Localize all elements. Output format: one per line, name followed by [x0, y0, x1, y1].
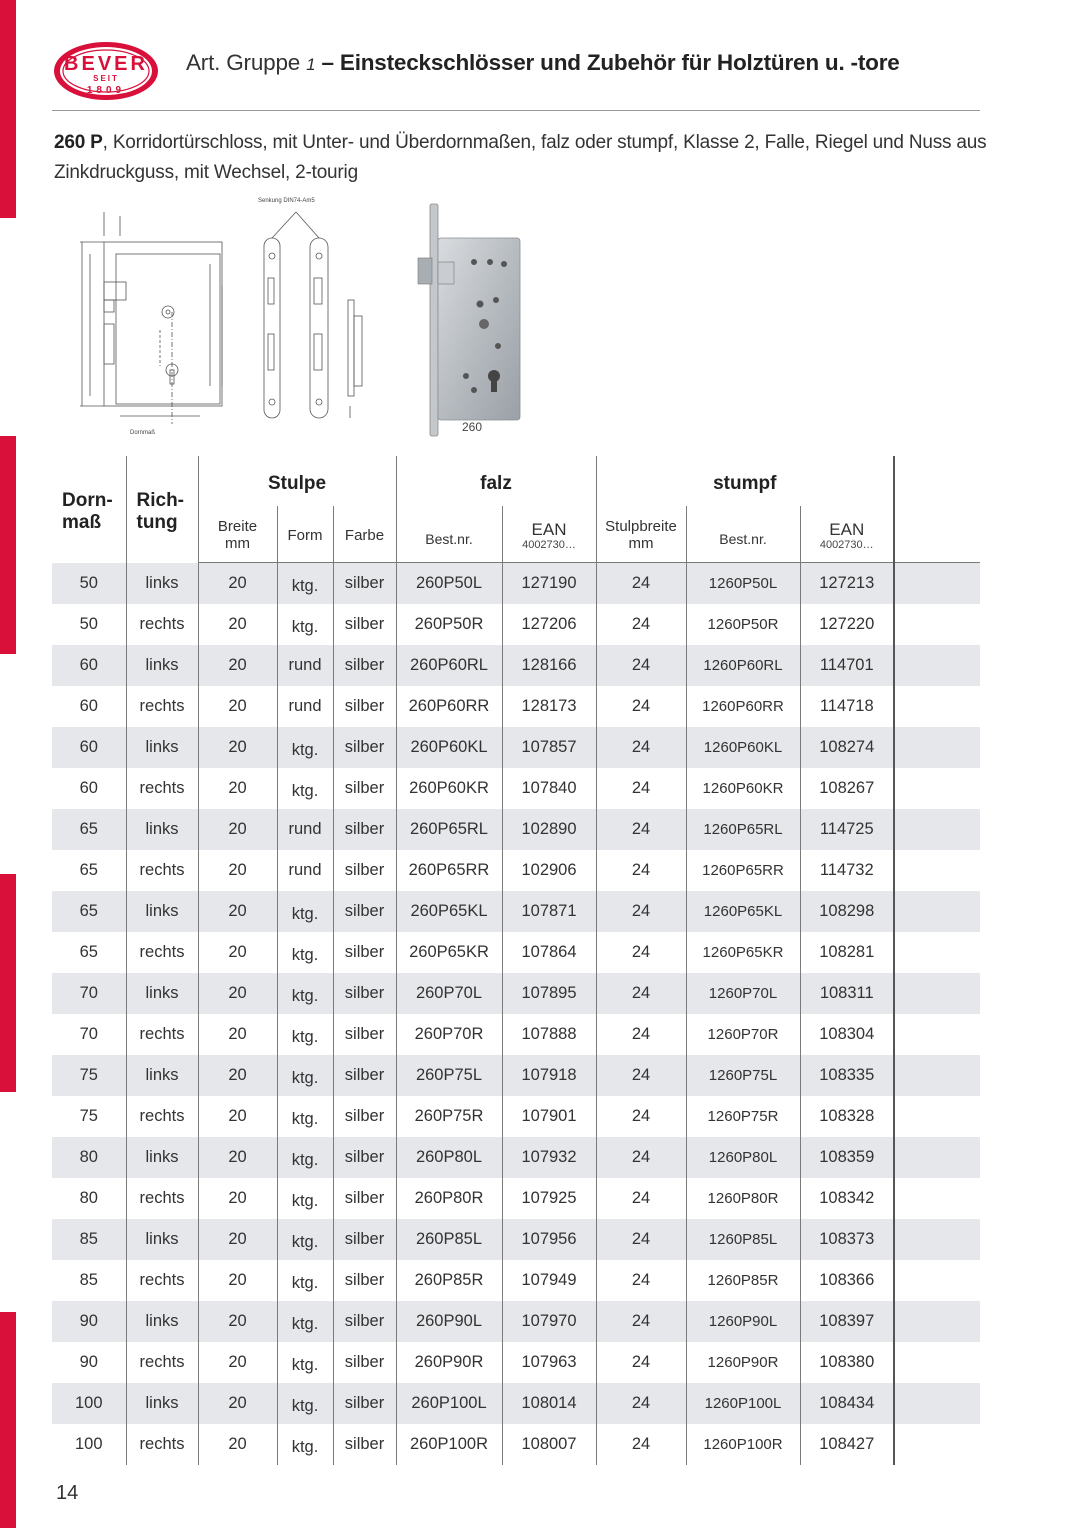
cell-stumpf-bestnr: 1260P80L	[686, 1137, 800, 1178]
table-row	[52, 563, 980, 605]
cell-dornmass: 90	[52, 1301, 126, 1342]
cell-falz-bestnr: 260P80L	[396, 1137, 502, 1178]
cell-form: ktg.	[277, 1096, 333, 1137]
cell-dornmass: 60	[52, 645, 126, 686]
cell-farbe: silber	[333, 1219, 396, 1260]
cell-dornmass: 75	[52, 1096, 126, 1137]
cell-form: ktg.	[277, 768, 333, 809]
col-header-richtung: Rich- tung	[126, 456, 198, 563]
table-row	[52, 604, 980, 645]
cell-stulpbreite: 24	[596, 645, 686, 686]
cell-farbe: silber	[333, 1055, 396, 1096]
cell-breite: 20	[198, 1219, 277, 1260]
cell-form: ktg.	[277, 1137, 333, 1178]
cell-farbe: silber	[333, 563, 396, 605]
cell-richtung: rechts	[126, 1424, 198, 1465]
cell-stumpf-bestnr: 1260P50R	[686, 604, 800, 645]
dornmass-label: Dornmaß	[130, 430, 156, 436]
cell-breite: 20	[198, 973, 277, 1014]
cell-farbe: silber	[333, 1260, 396, 1301]
table-row	[52, 850, 980, 891]
cell-falz-bestnr: 260P80R	[396, 1178, 502, 1219]
cell-stulpbreite: 24	[596, 1301, 686, 1342]
cell-dornmass: 65	[52, 850, 126, 891]
cell-stumpf-bestnr: 1260P60RL	[686, 645, 800, 686]
cell-stumpf-ean: 108328	[800, 1096, 894, 1137]
col-header-dornmass: Dorn- maß	[52, 456, 126, 563]
table-row	[52, 973, 980, 1014]
cell-richtung: rechts	[126, 686, 198, 727]
cell-stulpbreite: 24	[596, 1178, 686, 1219]
group-number: 1	[306, 55, 316, 74]
cell-stumpf-bestnr: 1260P65KL	[686, 891, 800, 932]
product-table	[52, 456, 980, 1465]
cell-stumpf-bestnr: 1260P60RR	[686, 686, 800, 727]
cell-stumpf-ean: 108373	[800, 1219, 894, 1260]
col-header-breite: Breite mm	[198, 506, 277, 563]
group-title: Einsteckschlösser und Zubehör für Holztüren u. -tore	[339, 50, 900, 75]
cell-farbe: silber	[333, 1096, 396, 1137]
cell-form: ktg.	[277, 604, 333, 645]
cell-falz-bestnr: 260P60RR	[396, 686, 502, 727]
cell-farbe: silber	[333, 1014, 396, 1055]
cell-richtung: links	[126, 563, 198, 605]
lock-product-photo	[414, 200, 526, 440]
cell-richtung: links	[126, 891, 198, 932]
cell-dornmass: 60	[52, 727, 126, 768]
cell-stulpbreite: 24	[596, 1219, 686, 1260]
cell-richtung: links	[126, 809, 198, 850]
cell-farbe: silber	[333, 850, 396, 891]
cell-breite: 20	[198, 727, 277, 768]
table-row	[52, 932, 980, 973]
col-group-stulpe: Stulpe	[198, 456, 396, 506]
cell-richtung: links	[126, 645, 198, 686]
table-row	[52, 1383, 980, 1424]
cell-falz-bestnr: 260P60KL	[396, 727, 502, 768]
table-row	[52, 686, 980, 727]
cell-stulpbreite: 24	[596, 891, 686, 932]
cell-breite: 20	[198, 1301, 277, 1342]
cell-form: ktg.	[277, 563, 333, 605]
cell-richtung: rechts	[126, 1260, 198, 1301]
cell-form: ktg.	[277, 1424, 333, 1465]
cell-dornmass: 100	[52, 1424, 126, 1465]
cell-richtung: rechts	[126, 1096, 198, 1137]
cell-dornmass: 85	[52, 1219, 126, 1260]
cell-falz-bestnr: 260P70L	[396, 973, 502, 1014]
cell-form: rund	[277, 850, 333, 891]
cell-stumpf-bestnr: 1260P65KR	[686, 932, 800, 973]
cell-stumpf-ean: 108267	[800, 768, 894, 809]
col-header-stulpbreite: Stulpbreite mm	[596, 506, 686, 563]
cell-breite: 20	[198, 563, 277, 605]
cell-richtung: links	[126, 1137, 198, 1178]
cell-falz-bestnr: 260P65KL	[396, 891, 502, 932]
table-row	[52, 1014, 980, 1055]
cell-falz-ean: 107888	[502, 1014, 596, 1055]
col-header-falz-ean: EAN 4002730…	[502, 506, 596, 563]
cell-stumpf-ean: 108397	[800, 1301, 894, 1342]
senkung-label: Senkung DIN74-Am5	[258, 198, 315, 204]
cell-stumpf-ean: 108311	[800, 973, 894, 1014]
table-row	[52, 1219, 980, 1260]
cell-dornmass: 60	[52, 686, 126, 727]
cell-breite: 20	[198, 1383, 277, 1424]
cell-farbe: silber	[333, 768, 396, 809]
table-row	[52, 768, 980, 809]
table-row	[52, 1342, 980, 1383]
table-row	[52, 809, 980, 850]
cell-falz-bestnr: 260P70R	[396, 1014, 502, 1055]
cell-stulpbreite: 24	[596, 1137, 686, 1178]
cell-stumpf-bestnr: 1260P100R	[686, 1424, 800, 1465]
cell-breite: 20	[198, 1342, 277, 1383]
cell-breite: 20	[198, 645, 277, 686]
cell-richtung: rechts	[126, 768, 198, 809]
table-row	[52, 1424, 980, 1465]
cell-falz-bestnr: 260P90L	[396, 1301, 502, 1342]
cell-dornmass: 50	[52, 563, 126, 605]
cell-form: ktg.	[277, 1260, 333, 1301]
cell-falz-bestnr: 260P65RL	[396, 809, 502, 850]
cell-form: rund	[277, 809, 333, 850]
cell-richtung: links	[126, 1055, 198, 1096]
cell-breite: 20	[198, 1055, 277, 1096]
cell-stulpbreite: 24	[596, 809, 686, 850]
table-row	[52, 1178, 980, 1219]
cell-richtung: links	[126, 727, 198, 768]
bever-logo	[52, 40, 160, 102]
cell-farbe: silber	[333, 727, 396, 768]
cell-stulpbreite: 24	[596, 1424, 686, 1465]
cell-stumpf-bestnr: 1260P65RR	[686, 850, 800, 891]
cell-stumpf-ean: 108359	[800, 1137, 894, 1178]
cell-dornmass: 65	[52, 932, 126, 973]
table-row	[52, 1301, 980, 1342]
product-number: 260 P	[54, 132, 103, 153]
cell-form: ktg.	[277, 727, 333, 768]
cell-dornmass: 100	[52, 1383, 126, 1424]
cell-breite: 20	[198, 1096, 277, 1137]
cell-farbe: silber	[333, 932, 396, 973]
cell-falz-bestnr: 260P75R	[396, 1096, 502, 1137]
cell-breite: 20	[198, 604, 277, 645]
cell-stumpf-ean: 114732	[800, 850, 894, 891]
cell-dornmass: 80	[52, 1178, 126, 1219]
cell-breite: 20	[198, 850, 277, 891]
section-tab	[0, 1312, 16, 1528]
cell-farbe: silber	[333, 891, 396, 932]
cell-stumpf-bestnr: 1260P50L	[686, 563, 800, 605]
cell-stulpbreite: 24	[596, 1383, 686, 1424]
cell-falz-bestnr: 260P50R	[396, 604, 502, 645]
cell-stulpbreite: 24	[596, 1055, 686, 1096]
cell-stulpbreite: 24	[596, 1260, 686, 1301]
cell-stulpbreite: 24	[596, 1096, 686, 1137]
section-tab	[0, 0, 16, 218]
section-tab	[0, 436, 16, 654]
cell-stulpbreite: 24	[596, 1014, 686, 1055]
cell-farbe: silber	[333, 1424, 396, 1465]
cell-dornmass: 60	[52, 768, 126, 809]
cell-falz-bestnr: 260P85L	[396, 1219, 502, 1260]
table-row	[52, 1260, 980, 1301]
cell-breite: 20	[198, 891, 277, 932]
cell-falz-ean: 108007	[502, 1424, 596, 1465]
cell-farbe: silber	[333, 686, 396, 727]
cell-form: rund	[277, 686, 333, 727]
cell-falz-ean: 107840	[502, 768, 596, 809]
cell-falz-ean: 107918	[502, 1055, 596, 1096]
col-group-falz: falz	[396, 456, 596, 506]
cell-falz-ean: 127190	[502, 563, 596, 605]
cell-form: ktg.	[277, 891, 333, 932]
cell-farbe: silber	[333, 604, 396, 645]
cell-farbe: silber	[333, 1301, 396, 1342]
table-row	[52, 727, 980, 768]
cell-stumpf-ean: 108380	[800, 1342, 894, 1383]
cell-stumpf-ean: 114718	[800, 686, 894, 727]
cell-breite: 20	[198, 1014, 277, 1055]
cell-falz-bestnr: 260P50L	[396, 563, 502, 605]
product-intro	[54, 128, 994, 188]
cell-stumpf-ean: 108281	[800, 932, 894, 973]
cell-richtung: rechts	[126, 850, 198, 891]
cell-farbe: silber	[333, 809, 396, 850]
cell-falz-ean: 107895	[502, 973, 596, 1014]
cell-dornmass: 70	[52, 1014, 126, 1055]
cell-dornmass: 85	[52, 1260, 126, 1301]
cell-stumpf-bestnr: 1260P100L	[686, 1383, 800, 1424]
cell-stumpf-bestnr: 1260P85L	[686, 1219, 800, 1260]
cell-stulpbreite: 24	[596, 973, 686, 1014]
cell-stumpf-bestnr: 1260P85R	[686, 1260, 800, 1301]
cell-dornmass: 70	[52, 973, 126, 1014]
col-header-stumpf-bestnr: Best.nr.	[686, 506, 800, 563]
cell-dornmass: 65	[52, 809, 126, 850]
cell-falz-bestnr: 260P85R	[396, 1260, 502, 1301]
cell-stumpf-bestnr: 1260P60KR	[686, 768, 800, 809]
cell-falz-ean: 127206	[502, 604, 596, 645]
cell-stumpf-bestnr: 1260P90R	[686, 1342, 800, 1383]
cell-falz-bestnr: 260P65KR	[396, 932, 502, 973]
cell-stumpf-ean: 108298	[800, 891, 894, 932]
cell-dornmass: 65	[52, 891, 126, 932]
product-description: , Korridortürschloss, mit Unter- und Überdornmaßen, falz oder stumpf, Klasse 2, Falle, Riegel und Nuss aus Zinkdruckguss, mit Wechsel, 2-tourig	[54, 132, 987, 183]
cell-farbe: silber	[333, 1342, 396, 1383]
cell-richtung: links	[126, 1383, 198, 1424]
cell-stumpf-ean: 108304	[800, 1014, 894, 1055]
header-dash: –	[321, 50, 334, 75]
cell-falz-ean: 102906	[502, 850, 596, 891]
col-header-farbe: Farbe	[333, 506, 396, 563]
col-group-stumpf: stumpf	[596, 456, 894, 506]
cell-stumpf-ean: 108274	[800, 727, 894, 768]
cell-falz-ean: 107901	[502, 1096, 596, 1137]
cell-dornmass: 50	[52, 604, 126, 645]
cell-form: ktg.	[277, 1383, 333, 1424]
cell-falz-ean: 107864	[502, 932, 596, 973]
cell-falz-bestnr: 260P90R	[396, 1342, 502, 1383]
cell-stumpf-bestnr: 1260P70L	[686, 973, 800, 1014]
cell-stulpbreite: 24	[596, 604, 686, 645]
cell-stumpf-bestnr: 1260P70R	[686, 1014, 800, 1055]
technical-drawing	[60, 196, 400, 442]
cell-falz-ean: 102890	[502, 809, 596, 850]
table-row	[52, 1055, 980, 1096]
cell-farbe: silber	[333, 1178, 396, 1219]
cell-breite: 20	[198, 1260, 277, 1301]
cell-form: ktg.	[277, 932, 333, 973]
cell-stumpf-ean: 114701	[800, 645, 894, 686]
col-header-form: Form	[277, 506, 333, 563]
cell-falz-ean: 107949	[502, 1260, 596, 1301]
cell-form: ktg.	[277, 1178, 333, 1219]
cell-stumpf-ean: 108342	[800, 1178, 894, 1219]
cell-stumpf-bestnr: 1260P65RL	[686, 809, 800, 850]
cell-form: ktg.	[277, 1301, 333, 1342]
cell-stulpbreite: 24	[596, 727, 686, 768]
cell-falz-ean: 107956	[502, 1219, 596, 1260]
cell-stumpf-bestnr: 1260P80R	[686, 1178, 800, 1219]
cell-stumpf-bestnr: 1260P75R	[686, 1096, 800, 1137]
cell-form: rund	[277, 645, 333, 686]
cell-form: ktg.	[277, 973, 333, 1014]
cell-richtung: rechts	[126, 1014, 198, 1055]
cell-stumpf-bestnr: 1260P75L	[686, 1055, 800, 1096]
cell-falz-ean: 108014	[502, 1383, 596, 1424]
svg-text:1809: 1809	[86, 85, 126, 96]
cell-richtung: rechts	[126, 1178, 198, 1219]
cell-stumpf-ean: 108427	[800, 1424, 894, 1465]
cell-falz-ean: 107970	[502, 1301, 596, 1342]
page-header-title	[186, 50, 900, 76]
cell-farbe: silber	[333, 1383, 396, 1424]
cell-richtung: links	[126, 1301, 198, 1342]
cell-breite: 20	[198, 1178, 277, 1219]
group-prefix: Art. Gruppe	[186, 50, 301, 75]
table-row	[52, 891, 980, 932]
cell-falz-bestnr: 260P100R	[396, 1424, 502, 1465]
cell-falz-ean: 128166	[502, 645, 596, 686]
col-header-stumpf-ean: EAN 4002730…	[800, 506, 894, 563]
cell-richtung: rechts	[126, 604, 198, 645]
cell-stumpf-ean: 108335	[800, 1055, 894, 1096]
cell-falz-bestnr: 260P75L	[396, 1055, 502, 1096]
cell-stulpbreite: 24	[596, 1342, 686, 1383]
cell-farbe: silber	[333, 973, 396, 1014]
cell-breite: 20	[198, 809, 277, 850]
cell-stumpf-ean: 108366	[800, 1260, 894, 1301]
col-header-falz-bestnr: Best.nr.	[396, 506, 502, 563]
cell-breite: 20	[198, 932, 277, 973]
cell-richtung: rechts	[126, 932, 198, 973]
cell-falz-bestnr: 260P60RL	[396, 645, 502, 686]
svg-text:SEIT: SEIT	[93, 74, 119, 83]
cell-stulpbreite: 24	[596, 686, 686, 727]
cell-stumpf-bestnr: 1260P60KL	[686, 727, 800, 768]
cell-form: ktg.	[277, 1219, 333, 1260]
cell-falz-bestnr: 260P60KR	[396, 768, 502, 809]
photo-caption: 260	[462, 420, 483, 434]
header-divider	[52, 110, 980, 111]
cell-breite: 20	[198, 1137, 277, 1178]
cell-stumpf-ean: 108434	[800, 1383, 894, 1424]
cell-form: ktg.	[277, 1014, 333, 1055]
cell-stulpbreite: 24	[596, 563, 686, 605]
cell-stumpf-ean: 127220	[800, 604, 894, 645]
cell-falz-ean: 107932	[502, 1137, 596, 1178]
cell-farbe: silber	[333, 1137, 396, 1178]
cell-stumpf-ean: 114725	[800, 809, 894, 850]
cell-dornmass: 90	[52, 1342, 126, 1383]
cell-breite: 20	[198, 768, 277, 809]
cell-richtung: rechts	[126, 1342, 198, 1383]
cell-richtung: links	[126, 973, 198, 1014]
cell-richtung: links	[126, 1219, 198, 1260]
cell-falz-ean: 128173	[502, 686, 596, 727]
cell-form: ktg.	[277, 1055, 333, 1096]
cell-dornmass: 80	[52, 1137, 126, 1178]
cell-farbe: silber	[333, 645, 396, 686]
table-row	[52, 1137, 980, 1178]
cell-falz-bestnr: 260P65RR	[396, 850, 502, 891]
table-row	[52, 645, 980, 686]
cell-falz-ean: 107925	[502, 1178, 596, 1219]
cell-falz-ean: 107963	[502, 1342, 596, 1383]
cell-falz-bestnr: 260P100L	[396, 1383, 502, 1424]
cell-stumpf-bestnr: 1260P90L	[686, 1301, 800, 1342]
cell-dornmass: 75	[52, 1055, 126, 1096]
cell-stulpbreite: 24	[596, 932, 686, 973]
cell-breite: 20	[198, 1424, 277, 1465]
table-row	[52, 1096, 980, 1137]
cell-stulpbreite: 24	[596, 850, 686, 891]
cell-stulpbreite: 24	[596, 768, 686, 809]
cell-form: ktg.	[277, 1342, 333, 1383]
cell-falz-ean: 107871	[502, 891, 596, 932]
cell-falz-ean: 107857	[502, 727, 596, 768]
svg-text:BEVER: BEVER	[64, 53, 148, 75]
cell-stumpf-ean: 127213	[800, 563, 894, 605]
table-group-header	[52, 456, 980, 506]
section-tab	[0, 874, 16, 1092]
cell-breite: 20	[198, 686, 277, 727]
page-number: 14	[56, 1482, 79, 1504]
